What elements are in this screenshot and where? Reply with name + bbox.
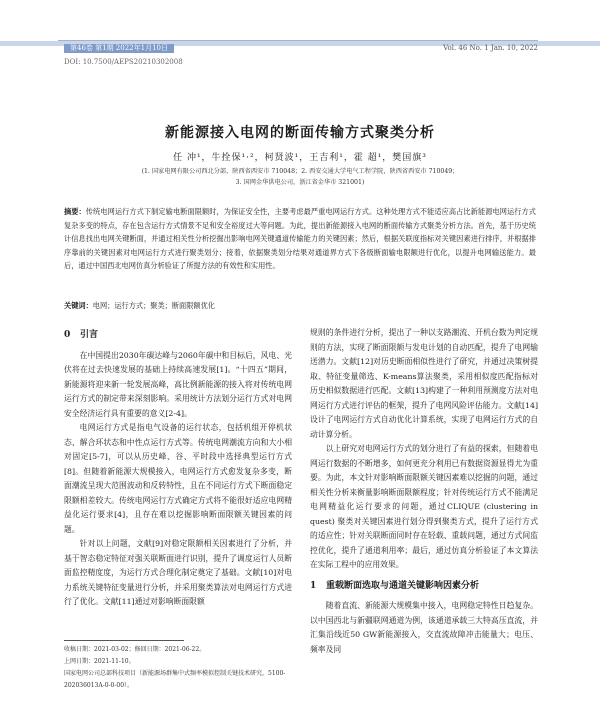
section-heading-1 bbox=[310, 579, 538, 594]
abstract-text: 传统电网运行方式下制定输电断面限额时，为保证安全性，主要考虑最严重电网运行方式。这种处理方式不能适应高占比新能源电网运行方式复杂多变的特点，存在包含运行方式情景不足和安全裕度过大等问题。为此，提出新能源接入电网的断面传输方式聚类分析方法。首先，基于历史统计信息找出电网关键断面，并通过相关性分析挖掘出影响电网关键通道传输能力的关键因素；然后，根据关联度指标对关键因素进行排序，并根据排序靠前的关键因素对电网运行方式进行聚类划分；接着，依据聚类划分结果对通道界方式下各级断面输电限额进行优化，以提升电网输送能力。最后，通过中国西北电网仿真分析验证了所提方法的有效性和实用性。 bbox=[64, 207, 536, 271]
body-paragraph: 针对以上问题，文献[9]对稳定限额相关因素进行了分析，并基于智态稳定特征对强关联断面进行识别，提升了调度运行人员断面监控精度度，为运行方式合理化制定奠定了基础。文献[10]对电力系统关键特征变量进行分析，并采用聚类算法对电网运行方式进行了优化。文献[11]通过对影响断面限额 bbox=[64, 539, 292, 606]
keywords-text: 电网；运行方式；聚类；断面限额优化 bbox=[92, 301, 215, 310]
body-paragraph: 随着直流、新能源大规模集中接入，电网稳定特性日趋复杂。以中国西北与新疆联网通道为例，该通道承载三大特高压直流，并汇集沿线近50 GW新能源接入，交直流故障冲击能量大；电压、频率及同 bbox=[310, 601, 538, 654]
body-paragraph: 电网运行方式是指电气设备的运行状态，包括机组开停机状态、解合环状态和中性点运行方式等。传统电网潮流方向和大小相对固定[5-7]，可以从历史峰、谷、平时段中选择典型运行方式[8]。但随着新能源大规模接入，电网运行方式愈发复杂多变，断面潮流呈现大范围波动和反转特性，且在不同运行方式下断面稳定限额相差较大。传统电网运行方式确定方式将不能很好适应电网精益化运行要求[4]，且存在难以挖掘影响断面限额关键因素的问题。 bbox=[64, 423, 292, 534]
affiliation-line: 3. 国网金华供电公司，浙江省金华市 321001) bbox=[235, 179, 365, 186]
keywords bbox=[64, 300, 536, 312]
abstract bbox=[64, 205, 536, 273]
footnote-fund: 国家电网公司总部科技项目（新能源场群集中式频率模拟控制关键技术研究，5100-202036013A-0-0-00）。 bbox=[64, 670, 286, 689]
footnote bbox=[64, 644, 292, 692]
left-column bbox=[64, 328, 292, 610]
section-title: 引言 bbox=[80, 330, 99, 340]
affiliations bbox=[72, 166, 528, 188]
abstract-label: 摘要： bbox=[64, 207, 86, 216]
header-rule bbox=[58, 40, 538, 41]
section-title: 重载断面选取与通道关键影响因素分析 bbox=[326, 580, 480, 591]
journal-header bbox=[0, 0, 600, 56]
journal-issue-right: Vol. 46 No. 1 Jan. 10, 2022 bbox=[443, 44, 538, 52]
right-column bbox=[310, 326, 538, 657]
section-number: 1 bbox=[310, 580, 317, 591]
paper-title: 新能源接入电网的断面传输方式聚类分析 bbox=[165, 125, 435, 141]
affiliation-line: (1. 国家电网有限公司西北分部，陕西省西安市 710048；2. 西安交通大学电气工程学院，陕西省西安市 710049； bbox=[141, 168, 459, 175]
body-paragraph: 以上研究对电网运行方式的划分进行了有益的探索，但随着电网运行数据的不断增多，如何更充分利用已有数据资源显得尤为重要。为此，本文针对影响断面限额关键因素难以挖掘的问题，通过相关性分析来衡量影响断面限额程度；针对传统运行方式不能满足电网精益化运行要求的问题，通过CLIQUE (clustering in quest) 聚类对关键因素进行划分得到聚类方式，提升了运行方式的适应性；针对关联断面同时存在轻载、重载问题，通过方式间监控优化，提升了通道利用率；最后，通过仿真分析验证了本文算法在实际工程中的应用效果。 bbox=[310, 444, 538, 569]
section-number: 0 bbox=[64, 330, 71, 340]
footnote-received: 收稿日期：2021-03-02；修回日期：2021-06-22。 bbox=[64, 646, 206, 653]
doi[interactable]: DOI: 10.7500/AEPS20210302008 bbox=[64, 58, 183, 66]
footnote-online: 上网日期：2021-11-10。 bbox=[64, 658, 135, 665]
footnote-rule bbox=[64, 640, 184, 641]
section-heading-introduction bbox=[64, 328, 292, 343]
body-paragraph: 规则的条件进行分析，提出了一种以支路潮流、开机台数为判定规则的方法，实现了断面限额与发电计划的自动匹配，提升了电网输送潜力。文献[12]对历史断面相似性进行了研究，并通过决策树提取、特征变量筛选、K-means算法聚类，采用相似度匹配指标对历史相似数据进行匹配。文献[13]构建了一种利用预测度方法对电网运行方式进行评估的框架，提升了电网风险评估能力。文献[14]设计了电网运行方式自动优化计算系统，实现了电网运行方式的自动计算分析。 bbox=[310, 328, 538, 439]
author-list: 任 冲¹，牛拴保¹·²，柯贤波¹，王吉利¹，霍 超¹，樊国旗³ bbox=[173, 153, 427, 163]
body-paragraph: 在中国提出2030年碳达峰与2060年碳中和目标后，风电、光伏将在过去快速发展的基础上持续高速发展[1]。“十四五”期间，新能源将迎来新一轮发展高峰，高比例新能源的接入将对传统电网运行方式的制定带来深刻影响。采用统计方法划分运行方式对电网安全经济运行具有重要的意义[2-4]。 bbox=[64, 350, 292, 418]
journal-issue-left: 第46卷 第1期 2022年1月10日 bbox=[64, 44, 174, 53]
keywords-label: 关键词： bbox=[64, 301, 93, 310]
